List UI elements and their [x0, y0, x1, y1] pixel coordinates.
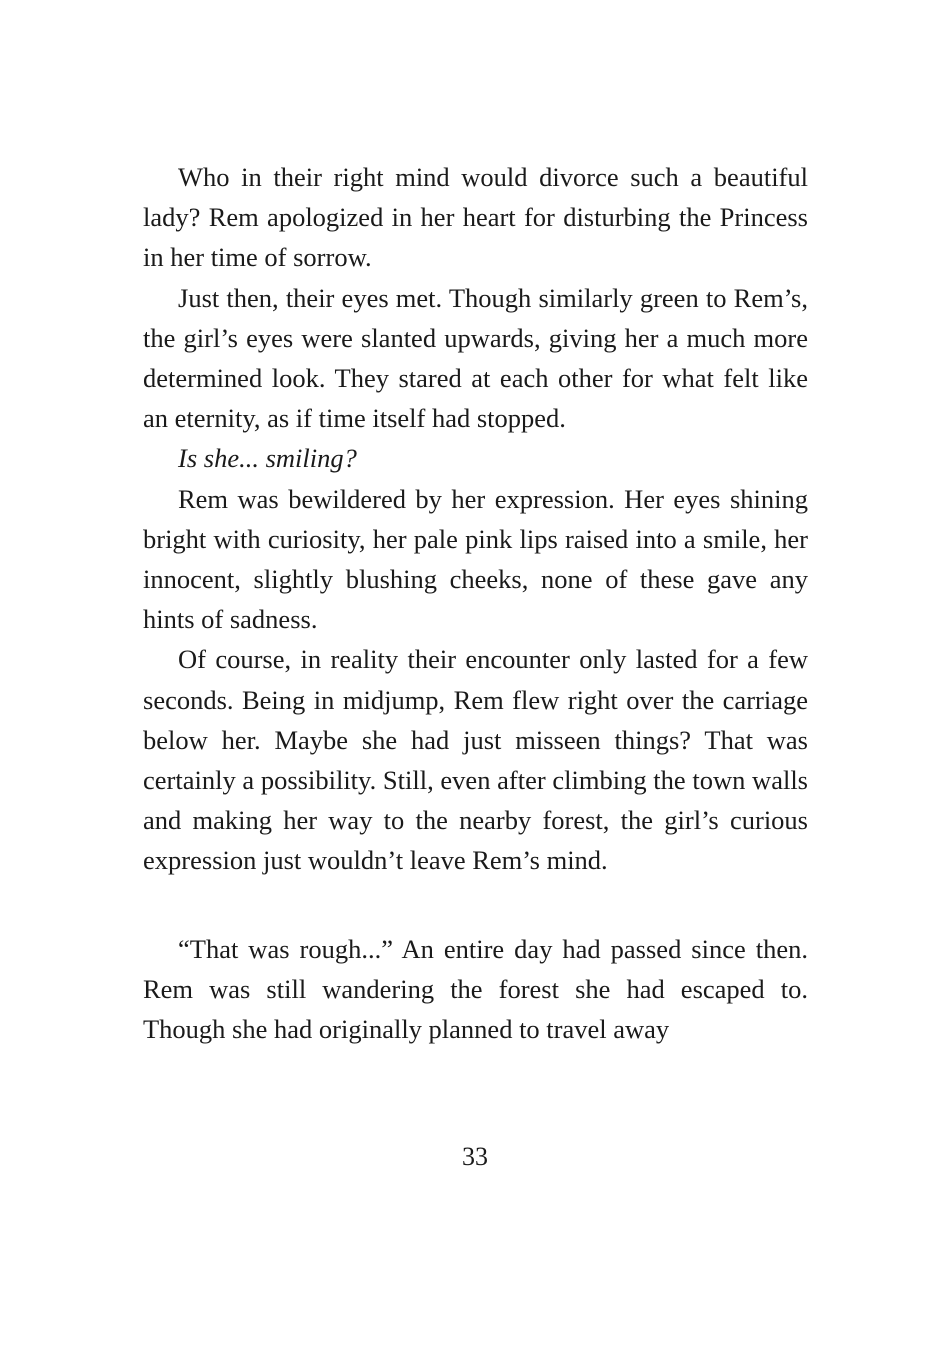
- section-break: [143, 881, 808, 929]
- paragraph-3-italic-thought: Is she... smiling?: [178, 443, 357, 474]
- paragraph-1: Who in their right mind would divorce such a beautiful lady? Rem apologized in her heart for disturbing the Princess in her time of sorrow.: [143, 162, 808, 273]
- paragraph-4: Rem was bewildered by her expression. Her eyes shining bright with curiosity, her pale pink lips raised into a smile, her innocent, slightly blushing cheeks, none of these gave any hints of sadness.: [143, 483, 808, 635]
- page-number: 33: [462, 1142, 488, 1171]
- body-text: [143, 157, 808, 1049]
- paragraph-5: Of course, in reality their encounter only lasted for a few seconds. Being in midjump, Rem flew right over the carriage below her. Maybe she had just misseen things? That was certainly a possibility. Still, even after climbing the town walls and making her way to the nearby forest, the girl’s curious expression just wouldn’t leave Rem’s mind.: [143, 644, 808, 876]
- paragraph-6: “That was rough...” An entire day had passed since then. Rem was still wandering the forest she had escaped to. Though she had originally planned to travel away: [143, 933, 808, 1045]
- paragraph-2: Just then, their eyes met. Though similarly green to Rem’s, the girl’s eyes were slanted upwards, giving her a much more determined look. They stared at each other for what felt like an eternity, as if time itself had stopped.: [143, 282, 808, 434]
